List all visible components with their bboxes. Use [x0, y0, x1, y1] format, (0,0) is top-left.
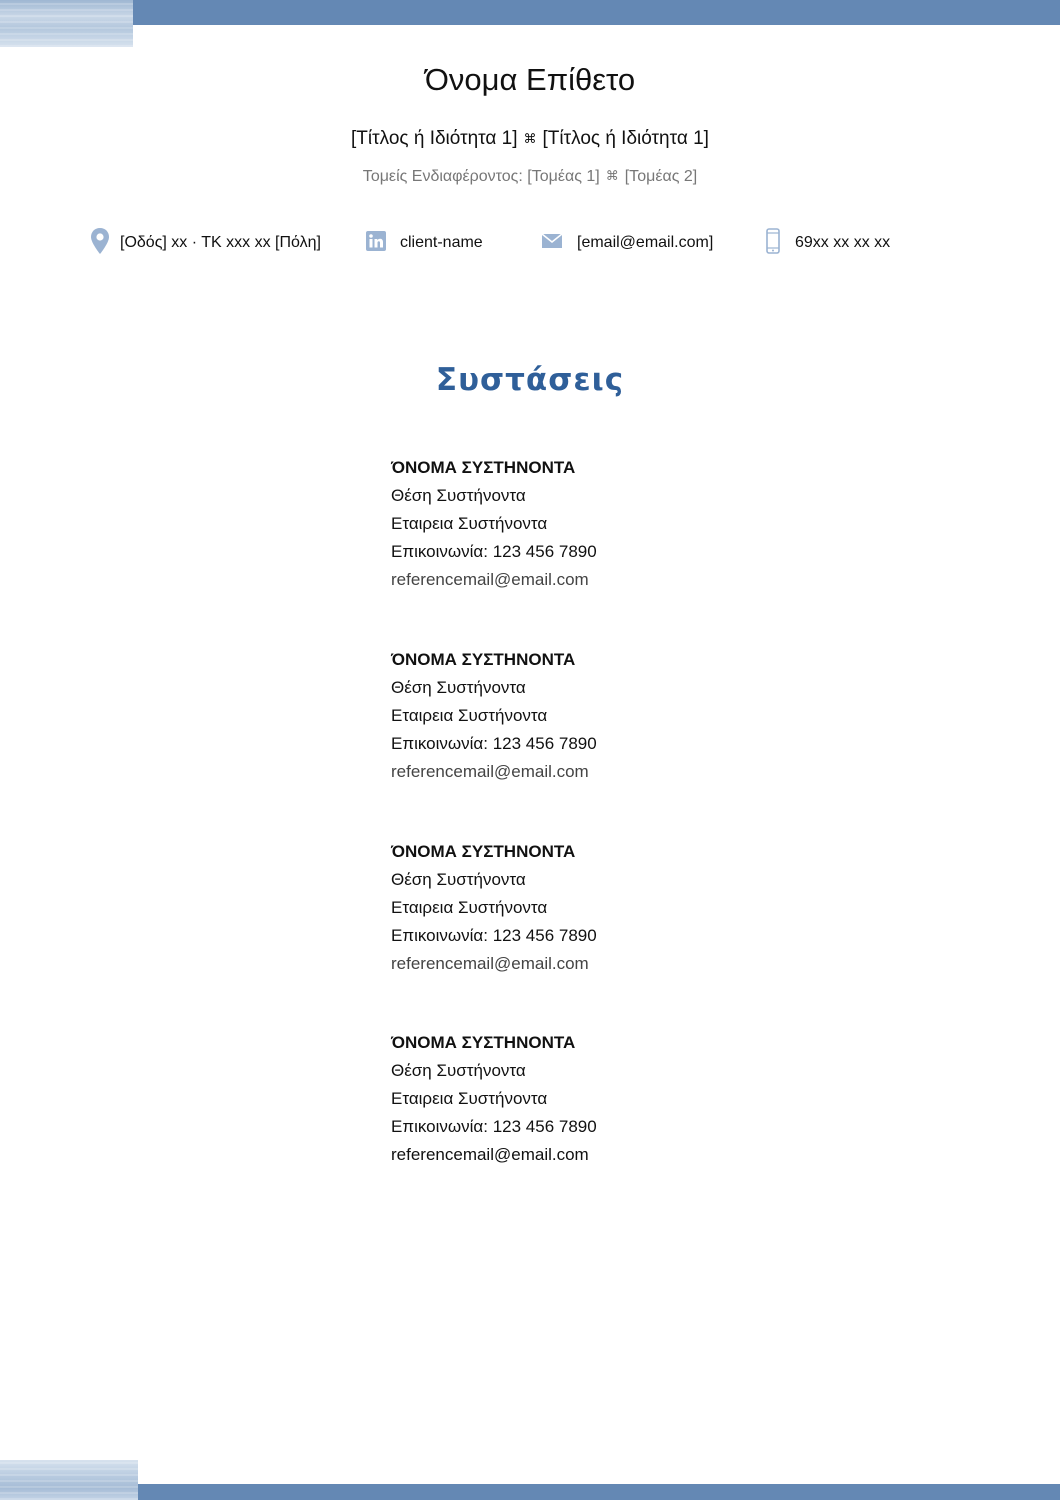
section-title: Συστάσεις [435, 362, 625, 398]
reference-phone: Επικοινωνία: 123 456 7890 [391, 1117, 597, 1136]
interests-label: Τομείς Ενδιαφέροντος: [362, 168, 523, 185]
reference-position: Θέση Συστήνοντα [391, 486, 526, 505]
reference-position: Θέση Συστήνοντα [391, 1061, 526, 1080]
reference-company: Εταιρεια Συστήνοντα [391, 514, 548, 533]
reference-name: ΌΝΟΜΑ ΣΥΣΤΗΝΟΝΤΑ [391, 458, 576, 477]
title-1: [Τίτλος ή Ιδιότητα 1] [351, 128, 518, 149]
reference-position: Θέση Συστήνοντα [391, 870, 526, 889]
mobile-phone-icon [766, 228, 780, 259]
reference-name: ΌΝΟΜΑ ΣΥΣΤΗΝΟΝΤΑ [391, 842, 576, 861]
contact-email [542, 228, 713, 258]
address-text: [Οδός] xx · TK xxx xx [Πόλη] [120, 234, 321, 251]
reference-entry [391, 646, 791, 786]
location-pin-icon [90, 227, 110, 260]
bottom-decorative-tile [0, 1460, 138, 1500]
separator-icon: ⌘ [523, 131, 537, 146]
reference-email: referencemail@email.com [391, 954, 589, 973]
reference-name: ΌΝΟΜΑ ΣΥΣΤΗΝΟΝΤΑ [391, 1033, 576, 1052]
reference-email: referencemail@email.com [391, 762, 589, 781]
reference-entry [391, 454, 791, 594]
reference-position: Θέση Συστήνοντα [391, 678, 526, 697]
reference-email: referencemail@email.com [391, 570, 589, 589]
top-decorative-bar [0, 0, 1060, 25]
reference-email: referencemail@email.com [391, 1145, 589, 1164]
title-2: [Τίτλος ή Ιδιότητα 1] [542, 128, 709, 149]
envelope-icon [542, 233, 562, 254]
phone-text: 69xx xx xx xx [795, 234, 891, 251]
reference-phone: Επικοινωνία: 123 456 7890 [391, 926, 597, 945]
titles-line [0, 125, 1060, 153]
separator-icon: ⌘ [605, 168, 619, 183]
reference-entry [391, 1029, 791, 1169]
linkedin-text: client-name [400, 234, 483, 251]
contact-phone [766, 228, 890, 258]
reference-entry [391, 838, 791, 978]
interest-2: [Τομέας 2] [624, 168, 698, 185]
interest-1: [Τομέας 1] [527, 168, 600, 185]
reference-company: Εταιρεια Συστήνοντα [391, 706, 548, 725]
linkedin-icon [366, 231, 386, 256]
contact-address [90, 228, 321, 258]
interests-line [0, 164, 1060, 189]
reference-name: ΌΝΟΜΑ ΣΥΣΤΗΝΟΝΤΑ [391, 650, 576, 669]
reference-company: Εταιρεια Συστήνοντα [391, 898, 548, 917]
bottom-decorative-bar [0, 1484, 1060, 1500]
reference-company: Εταιρεια Συστήνοντα [391, 1089, 548, 1108]
email-text: [email@email.com] [577, 234, 714, 251]
page-title: Όνομα Επίθετο [424, 62, 636, 97]
contact-linkedin [366, 228, 483, 258]
reference-phone: Επικοινωνία: 123 456 7890 [391, 734, 597, 753]
reference-phone: Επικοινωνία: 123 456 7890 [391, 542, 597, 561]
top-decorative-tile [0, 0, 133, 47]
